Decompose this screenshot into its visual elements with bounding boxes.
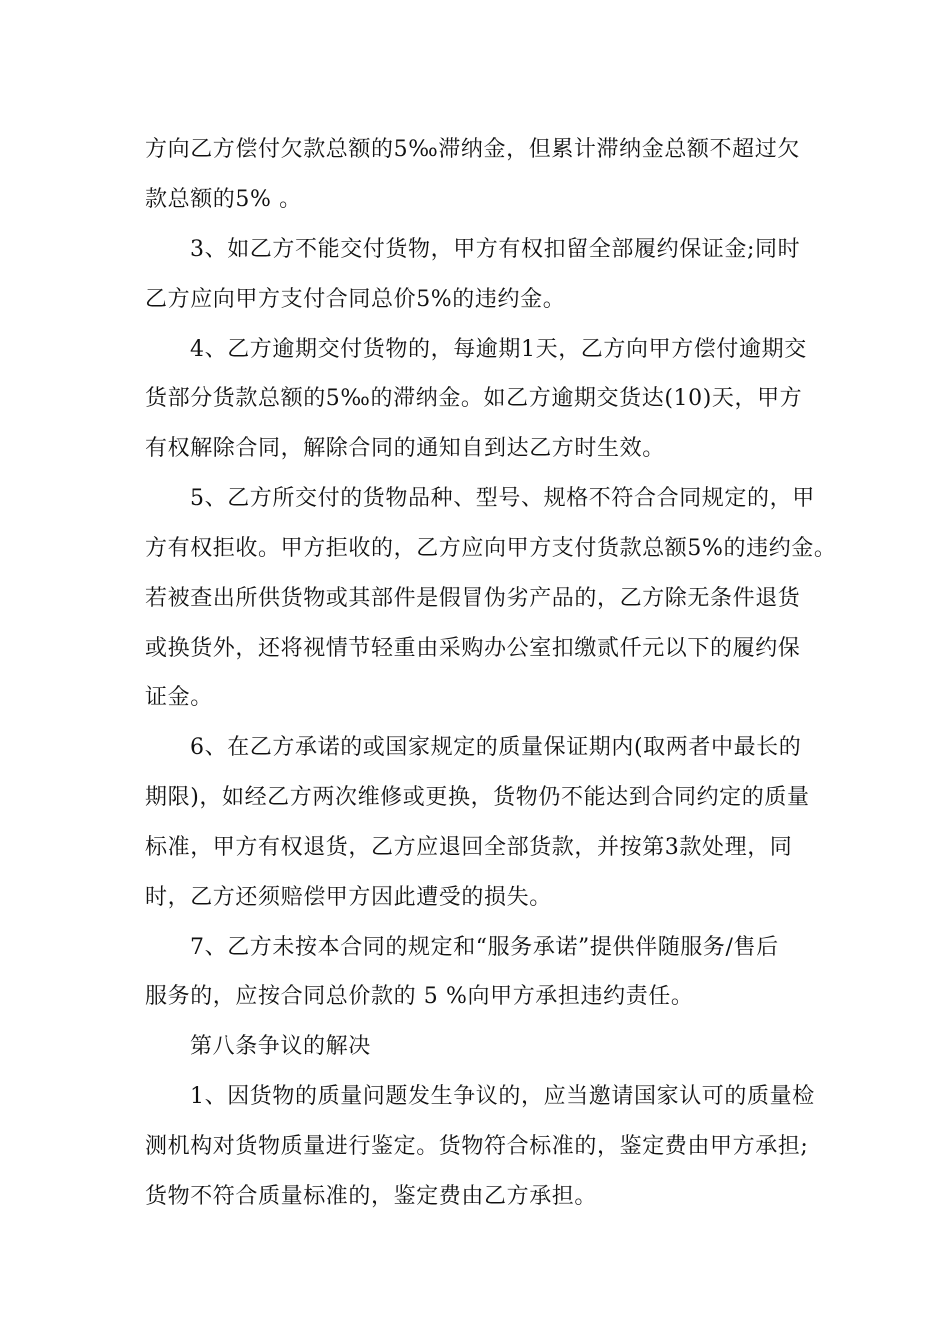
text-line: 3、如乙方不能交付货物，甲方有权扣留全部履约保证金;同时 [190, 237, 801, 262]
text-line: 5、乙方所交付的货物品种、型号、规格不符合合同规定的，甲 [190, 486, 815, 511]
text-line: 6、在乙方承诺的或国家规定的质量保证期内(取两者中最长的 [190, 735, 802, 760]
text-line: 若被查出所供货物或其部件是假冒伪劣产品的，乙方除无条件退货 [145, 586, 801, 611]
text-line: 方向乙方偿付欠款总额的5‰滞纳金，但累计滞纳金总额不超过欠 [145, 137, 800, 162]
text-line: 货物不符合质量标准的，鉴定费由乙方承担。 [145, 1184, 598, 1209]
text-line: 服务的，应按合同总价款的 5 %向甲方承担违约责任。 [145, 984, 694, 1009]
text-line: 款总额的5% 。 [145, 187, 302, 212]
text-line: 方有权拒收。甲方拒收的，乙方应向甲方支付货款总额5%的违约金。 [145, 536, 837, 561]
text-line: 乙方应向甲方支付合同总价5%的违约金。 [145, 287, 566, 312]
text-line: 7、乙方未按本合同的规定和“服务承诺”提供伴随服务/售后 [190, 935, 779, 960]
text-line: 货部分货款总额的5‰的滞纳金。如乙方逾期交货达(10)天，甲方 [145, 386, 803, 411]
text-line: 或换货外，还将视情节轻重由采购办公室扣缴贰仟元以下的履约保 [145, 636, 801, 661]
text-line: 证金。 [145, 685, 213, 710]
text-line: 测机构对货物质量进行鉴定。货物符合标准的，鉴定费由甲方承担; [145, 1134, 809, 1159]
text-line: 标准，甲方有权退货，乙方应退回全部货款，并按第3款处理，同 [145, 835, 793, 860]
text-line: 4、乙方逾期交付货物的，每逾期1天，乙方向甲方偿付逾期交 [190, 337, 807, 362]
text-line: 期限)，如经乙方两次维修或更换，货物仍不能达到合同约定的质量 [145, 785, 810, 810]
text-line: 1、因货物的质量问题发生争议的，应当邀请国家认可的质量检 [190, 1084, 815, 1109]
text-line: 有权解除合同，解除合同的通知自到达乙方时生效。 [145, 436, 665, 461]
section-heading: 第八条争议的解决 [190, 1034, 371, 1059]
text-line: 时，乙方还须赔偿甲方因此遭受的损失。 [145, 885, 552, 910]
